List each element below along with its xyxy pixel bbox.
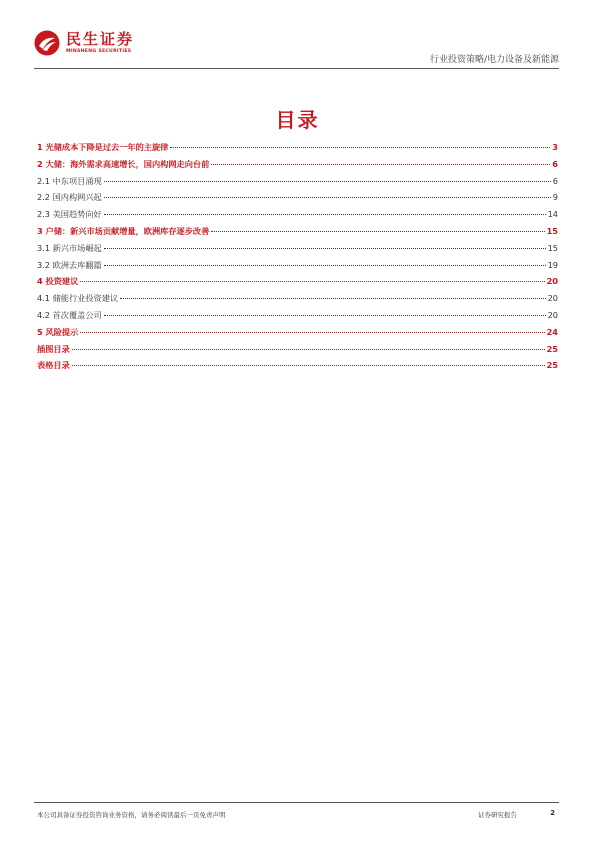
toc-entry-page: 20 xyxy=(546,276,558,287)
toc-entry[interactable] xyxy=(37,243,558,260)
footer-divider xyxy=(34,802,559,803)
toc-entry[interactable] xyxy=(37,142,558,159)
toc-entry-label: 2 大储：海外需求高速增长，国内构网走向台前 xyxy=(37,158,210,169)
toc-entry[interactable] xyxy=(37,293,558,310)
toc-entry-label: 4.1 储能行业投资建议 xyxy=(37,293,119,304)
toc-title: 目录 xyxy=(275,108,320,132)
toc-entry-page: 3 xyxy=(552,142,558,152)
toc-entry[interactable] xyxy=(37,360,558,377)
toc-entry-label: 4.2 首次覆盖公司 xyxy=(37,309,102,320)
report-category: 行业投资策略/电力设备及新能源 xyxy=(429,55,559,65)
toc-leader-dots xyxy=(104,181,551,182)
toc-entry-page: 14 xyxy=(547,209,558,220)
toc-entry-page: 6 xyxy=(552,175,558,186)
toc-leader-dots xyxy=(120,298,545,299)
toc-leader-dots xyxy=(72,349,545,350)
toc-leader-dots xyxy=(211,231,544,232)
toc-entry-label: 3.1 新兴市场崛起 xyxy=(37,242,102,253)
toc-entry-label: 2.1 中东项目涌现 xyxy=(37,175,102,186)
toc-leader-dots xyxy=(80,281,544,282)
toc-leader-dots xyxy=(104,248,546,249)
toc-entry-label: 2.3 美国趋势向好 xyxy=(37,209,102,220)
company-logo xyxy=(34,30,134,56)
logo-chinese-name: 民生证券 xyxy=(66,30,135,48)
toc-entry-label: 2.2 国内构网兴起 xyxy=(37,192,102,203)
toc-leader-dots xyxy=(170,147,550,148)
footer-disclaimer: 本公司具备证券投资咨询业务资格，请务必阅读最后一页免责声明 xyxy=(37,811,226,819)
toc-entry-page: 24 xyxy=(546,326,558,337)
toc-entry-page: 25 xyxy=(546,360,558,371)
footer-page-number: 2 xyxy=(550,809,555,817)
toc-entry-label: 4 投资建议 xyxy=(37,276,79,287)
toc-entry-label: 5 风险提示 xyxy=(37,326,79,337)
header-divider xyxy=(34,68,559,69)
toc-leader-dots xyxy=(104,265,546,266)
toc-entry-page: 25 xyxy=(546,343,558,354)
toc-entry[interactable] xyxy=(37,276,558,293)
toc-entry[interactable] xyxy=(37,260,558,277)
toc-entry-label: 3.2 欧洲去库翻篇 xyxy=(37,259,102,270)
toc-leader-dots xyxy=(104,214,546,215)
toc-entry-page: 20 xyxy=(547,293,558,304)
toc-entry[interactable] xyxy=(37,310,558,327)
toc-leader-dots xyxy=(104,315,546,316)
toc-entry-label: 表格目录 xyxy=(37,360,70,371)
toc-entry-page: 9 xyxy=(552,192,558,203)
toc-entry-label: 插图目录 xyxy=(37,343,70,354)
toc-leader-dots xyxy=(104,197,551,198)
toc-entry[interactable] xyxy=(37,327,558,344)
footer-report-type: 证券研究报告 xyxy=(478,811,517,819)
toc-entry-page: 19 xyxy=(547,259,558,270)
toc-leader-dots xyxy=(72,365,545,366)
toc-entry-page: 15 xyxy=(546,225,558,236)
toc-entry[interactable] xyxy=(37,176,558,193)
page-header xyxy=(34,30,559,68)
toc-entry[interactable] xyxy=(37,209,558,226)
toc-entry-page: 6 xyxy=(552,158,558,169)
toc-entry-label: 3 户储：新兴市场贡献增量，欧洲库存逐步改善 xyxy=(37,225,210,236)
toc-entry[interactable] xyxy=(37,159,558,176)
toc-leader-dots xyxy=(80,332,544,333)
table-of-contents xyxy=(37,142,558,377)
toc-entry-label: 1 光储成本下降是过去一年的主旋律 xyxy=(37,142,169,152)
minsheng-logo-icon xyxy=(34,30,60,56)
toc-entry-page: 15 xyxy=(547,242,558,253)
logo-english-name: MINSHENG SECURITIES xyxy=(66,49,132,54)
toc-entry-page: 20 xyxy=(547,309,558,320)
toc-entry[interactable] xyxy=(37,344,558,361)
toc-entry[interactable] xyxy=(37,192,558,209)
toc-entry[interactable] xyxy=(37,226,558,243)
toc-leader-dots xyxy=(211,164,550,165)
